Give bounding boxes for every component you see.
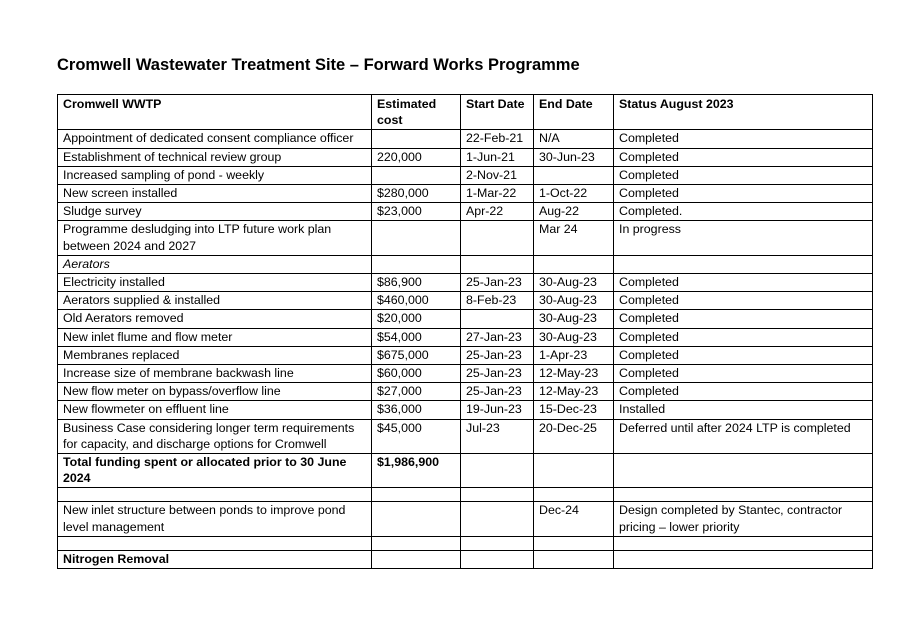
status-cell xyxy=(614,255,873,273)
start-date-cell: 25-Jan-23 xyxy=(461,274,534,292)
table-row xyxy=(58,383,873,401)
start-date-cell: Apr-22 xyxy=(461,203,534,221)
cost-cell: 220,000 xyxy=(372,148,461,166)
cost-cell: $54,000 xyxy=(372,328,461,346)
end-date-cell: 30-Aug-23 xyxy=(534,310,614,328)
table-row xyxy=(58,166,873,184)
status-cell: In progress xyxy=(614,221,873,255)
column-header: Status August 2023 xyxy=(614,95,873,130)
status-cell: Completed xyxy=(614,328,873,346)
table-row xyxy=(58,130,873,148)
end-date-cell: Aug-22 xyxy=(534,203,614,221)
table-row xyxy=(58,365,873,383)
status-cell: Completed. xyxy=(614,203,873,221)
start-date-cell: 27-Jan-23 xyxy=(461,328,534,346)
end-date-cell: 30-Aug-23 xyxy=(534,292,614,310)
table-row xyxy=(58,148,873,166)
column-header: End Date xyxy=(534,95,614,130)
cost-cell: $20,000 xyxy=(372,310,461,328)
start-date-cell xyxy=(461,310,534,328)
table-row xyxy=(58,292,873,310)
start-date-cell xyxy=(461,536,534,550)
forward-works-table xyxy=(57,94,873,569)
status-cell: Installed xyxy=(614,401,873,419)
cost-cell: $86,900 xyxy=(372,274,461,292)
start-date-cell: 1-Jun-21 xyxy=(461,148,534,166)
table-row xyxy=(58,488,873,502)
column-header: Start Date xyxy=(461,95,534,130)
cost-cell: $36,000 xyxy=(372,401,461,419)
end-date-cell: 20-Dec-25 xyxy=(534,419,614,453)
status-cell: Completed xyxy=(614,130,873,148)
table-header-row xyxy=(58,95,873,130)
page-title: Cromwell Wastewater Treatment Site – Forward Works Programme xyxy=(57,56,580,74)
item-cell: Sludge survey xyxy=(58,203,372,221)
start-date-cell xyxy=(461,550,534,568)
cost-cell xyxy=(372,536,461,550)
end-date-cell xyxy=(534,166,614,184)
cost-cell xyxy=(372,502,461,536)
status-cell: Completed xyxy=(614,346,873,364)
cost-cell: $460,000 xyxy=(372,292,461,310)
cost-cell: $45,000 xyxy=(372,419,461,453)
status-cell: Completed xyxy=(614,166,873,184)
end-date-cell xyxy=(534,550,614,568)
item-cell xyxy=(58,488,372,502)
end-date-cell: 15-Dec-23 xyxy=(534,401,614,419)
cost-cell: $60,000 xyxy=(372,365,461,383)
item-cell: Total funding spent or allocated prior to 30 June 2024 xyxy=(58,454,372,488)
table-row xyxy=(58,310,873,328)
end-date-cell: 12-May-23 xyxy=(534,365,614,383)
status-cell xyxy=(614,488,873,502)
status-cell: Completed xyxy=(614,148,873,166)
start-date-cell: 19-Jun-23 xyxy=(461,401,534,419)
item-cell: New screen installed xyxy=(58,185,372,203)
end-date-cell: 12-May-23 xyxy=(534,383,614,401)
status-cell: Completed xyxy=(614,365,873,383)
end-date-cell: 30-Aug-23 xyxy=(534,274,614,292)
table-row xyxy=(58,346,873,364)
cost-cell xyxy=(372,550,461,568)
cost-cell: $675,000 xyxy=(372,346,461,364)
start-date-cell xyxy=(461,502,534,536)
item-cell: Increase size of membrane backwash line xyxy=(58,365,372,383)
start-date-cell xyxy=(461,454,534,488)
end-date-cell xyxy=(534,454,614,488)
table-row xyxy=(58,419,873,453)
table-row xyxy=(58,536,873,550)
column-header: Estimated cost xyxy=(372,95,461,130)
item-cell xyxy=(58,536,372,550)
item-cell: Appointment of dedicated consent compliance officer xyxy=(58,130,372,148)
item-cell: Nitrogen Removal xyxy=(58,550,372,568)
start-date-cell: 1-Mar-22 xyxy=(461,185,534,203)
cost-cell xyxy=(372,166,461,184)
cost-cell: $27,000 xyxy=(372,383,461,401)
table-row xyxy=(58,502,873,536)
item-cell: New inlet flume and flow meter xyxy=(58,328,372,346)
table-row xyxy=(58,203,873,221)
cost-cell xyxy=(372,221,461,255)
table-row xyxy=(58,255,873,273)
cost-cell xyxy=(372,255,461,273)
start-date-cell: 25-Jan-23 xyxy=(461,383,534,401)
item-cell: Membranes replaced xyxy=(58,346,372,364)
table-row xyxy=(58,401,873,419)
start-date-cell xyxy=(461,255,534,273)
cost-cell: $23,000 xyxy=(372,203,461,221)
table-row xyxy=(58,221,873,255)
column-header: Cromwell WWTP xyxy=(58,95,372,130)
item-cell: Increased sampling of pond - weekly xyxy=(58,166,372,184)
item-cell: Aerators xyxy=(58,255,372,273)
item-cell: New inlet structure between ponds to improve pond level management xyxy=(58,502,372,536)
start-date-cell: 25-Jan-23 xyxy=(461,346,534,364)
status-cell: Completed xyxy=(614,185,873,203)
cost-cell: $280,000 xyxy=(372,185,461,203)
start-date-cell: Jul-23 xyxy=(461,419,534,453)
status-cell: Completed xyxy=(614,274,873,292)
cost-cell xyxy=(372,488,461,502)
end-date-cell: 30-Aug-23 xyxy=(534,328,614,346)
status-cell: Deferred until after 2024 LTP is completed xyxy=(614,419,873,453)
start-date-cell: 8-Feb-23 xyxy=(461,292,534,310)
start-date-cell: 22-Feb-21 xyxy=(461,130,534,148)
end-date-cell: Mar 24 xyxy=(534,221,614,255)
end-date-cell: 1-Oct-22 xyxy=(534,185,614,203)
status-cell: Completed xyxy=(614,310,873,328)
item-cell: Business Case considering longer term requirements for capacity, and discharge options for Cromwell xyxy=(58,419,372,453)
table-row xyxy=(58,185,873,203)
item-cell: Electricity installed xyxy=(58,274,372,292)
table-row xyxy=(58,454,873,488)
item-cell: New flowmeter on effluent line xyxy=(58,401,372,419)
item-cell: Aerators supplied & installed xyxy=(58,292,372,310)
end-date-cell: 1-Apr-23 xyxy=(534,346,614,364)
status-cell xyxy=(614,454,873,488)
end-date-cell: Dec-24 xyxy=(534,502,614,536)
end-date-cell xyxy=(534,536,614,550)
end-date-cell xyxy=(534,255,614,273)
end-date-cell: 30-Jun-23 xyxy=(534,148,614,166)
item-cell: Old Aerators removed xyxy=(58,310,372,328)
status-cell: Design completed by Stantec, contractor pricing – lower priority xyxy=(614,502,873,536)
end-date-cell xyxy=(534,488,614,502)
end-date-cell: N/A xyxy=(534,130,614,148)
table-row xyxy=(58,328,873,346)
start-date-cell: 25-Jan-23 xyxy=(461,365,534,383)
start-date-cell xyxy=(461,221,534,255)
status-cell xyxy=(614,550,873,568)
start-date-cell xyxy=(461,488,534,502)
cost-cell xyxy=(372,130,461,148)
table-row xyxy=(58,274,873,292)
cost-cell: $1,986,900 xyxy=(372,454,461,488)
status-cell: Completed xyxy=(614,383,873,401)
status-cell xyxy=(614,536,873,550)
item-cell: New flow meter on bypass/overflow line xyxy=(58,383,372,401)
status-cell: Completed xyxy=(614,292,873,310)
table-row xyxy=(58,550,873,568)
start-date-cell: 2-Nov-21 xyxy=(461,166,534,184)
item-cell: Establishment of technical review group xyxy=(58,148,372,166)
item-cell: Programme desludging into LTP future work plan between 2024 and 2027 xyxy=(58,221,372,255)
